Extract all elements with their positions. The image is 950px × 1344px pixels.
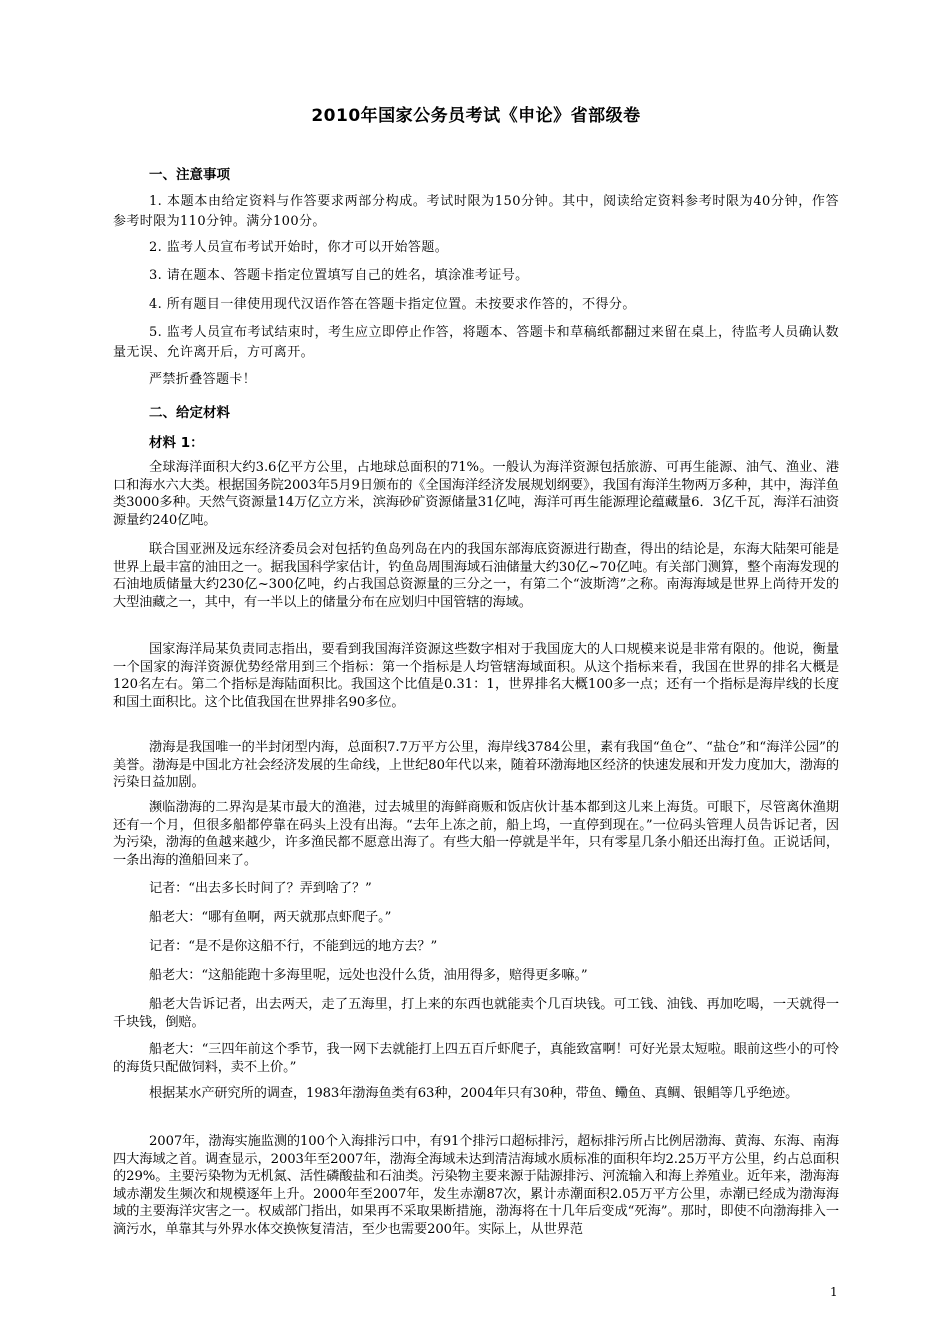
material-label: 材料 1：	[149, 435, 204, 451]
dialogue-captain-3: 船老大：“三四年前这个季节，我一网下去就能打上四五百斤虾爬子，真能致富啊！可好光景太短啦。眼前这些小的可怜的海货只配做饲料，卖不上价。”	[113, 1042, 839, 1075]
section-heading-materials: 二、给定材料	[149, 405, 230, 421]
paragraph-1: 全球海洋面积大约3.6亿平方公里，占地球总面积的71%。一般认为海洋资源包括旅游、可再生能源、油气、渔业、港口和海水六大类。根据国务院2003年5月9日颁布的《全国海洋经济发展规划纲要》，我国有海洋生物两万多种，其中，海洋鱼类3000多种。天然气资源量14万亿立方米，滨海砂矿资源储量31亿吨，海洋可再生能源理论蕴藏量6．3亿千瓦，海洋石油资源量约240亿吨。	[113, 460, 839, 528]
dialogue-reporter-1: 记者：“出去多长时间了？弄到啥了？”	[149, 881, 372, 896]
paragraph-6: 船老大告诉记者，出去两天，走了五海里，打上来的东西也就能卖个几百块钱。可工钱、油钱、再加吃喝，一天就得一千块钱，倒赔。	[113, 997, 839, 1030]
dialogue-captain-1: 船老大：“哪有鱼啊，两天就那点虾爬子。”	[149, 910, 392, 925]
paragraph-7: 根据某水产研究所的调查，1983年渤海鱼类有63种，2004年只有30种，带鱼、鳓鱼、真鲷、银鲳等几乎绝迹。	[149, 1086, 799, 1101]
section-heading-notes: 一、注意事项	[149, 167, 230, 183]
note-item-3: 3. 请在题本、答题卡指定位置填写自己的姓名，填涂准考证号。	[149, 268, 529, 283]
paragraph-4: 渤海是我国唯一的半封闭型内海，总面积7.7万平方公里，海岸线3784公里，素有我国“鱼仓”、“盐仓”和“海洋公园”的美誉。渤海是中国北方社会经济发展的生命线，上世纪80年代以来，随着环渤海地区经济的快速发展和开发力度加大，渤海的污染日益加剧。	[113, 740, 839, 790]
paragraph-3: 国家海洋局某负责同志指出，要看到我国海洋资源这些数字相对于我国庞大的人口规模来说是非常有限的。他说，衡量一个国家的海洋资源优势经常用到三个指标：第一个指标是人均管辖海域面积。从这个指标来看，我国在世界的排名大概是120名左右。第二个指标是海陆面积比。我国这个比值是0.31：1，世界排名大概100多一点；还有一个指标是海岸线的长度和国土面积比。这个比值我国在世界排名90多位。	[113, 642, 839, 710]
paragraph-5: 濒临渤海的二界沟是某市最大的渔港，过去城里的海鲜商贩和饭店伙计基本都到这儿来上海货。可眼下，尽管离休渔期还有一个月，但很多船都停靠在码头上没有出海。“去年上冻之前，船上坞，一直停到现在。”一位码头管理人员告诉记者，因为污染，渤海的鱼越来越少，许多渔民都不愿意出海了。有些大船一停就是半年，只有零星几条小船还出海打鱼。正说话间，一条出海的渔船回来了。	[113, 800, 839, 868]
dialogue-reporter-2: 记者：“是不是你这船不行，不能到远的地方去？”	[149, 939, 438, 954]
note-item-1: 1. 本题本由给定资料与作答要求两部分构成。考试时限为150分钟。其中，阅读给定资料参考时限为40分钟，作答参考时限为110分钟。满分100分。	[113, 194, 839, 229]
note-warning: 严禁折叠答题卡！	[149, 372, 257, 387]
document-title: 2010年国家公务员考试《申论》省部级卷	[311, 106, 641, 126]
note-item-5: 5. 监考人员宣布考试结束时，考生应立即停止作答，将题本、答题卡和草稿纸都翻过来留在桌上，待监考人员确认数量无误、允许离开后，方可离开。	[113, 325, 839, 360]
paragraph-8: 2007年，渤海实施监测的100个入海排污口中，有91个排污口超标排污，超标排污所占比例居渤海、黄海、东海、南海四大海域之首。调查显示，2003年至2007年，渤海全海域未达到清洁海域水质标准的面积年均2.25万平方公里，约占总面积的29%。主要污染物为无机氮、活性磷酸盐和石油类。污染物主要来源于陆源排污、河流输入和海上养殖业。近年来，渤海海域赤潮发生频次和规模逐年上升。2000年至2007年，发生赤潮87次，累计赤潮面积2.05万平方公里，赤潮已经成为渤海海域的主要海洋灾害之一。权威部门指出，如果再不采取果断措施，渤海将在十几年后变成“死海”。那时，即使不向渤海排入一滴污水，单靠其与外界水体交换恢复清洁，至少也需要200年。实际上，从世界范	[113, 1134, 839, 1237]
page-number: 1	[830, 1285, 838, 1299]
paragraph-2: 联合国亚洲及远东经济委员会对包括钓鱼岛列岛在内的我国东部海底资源进行勘查，得出的结论是，东海大陆架可能是世界上最丰富的油田之一。据我国科学家估计，钓鱼岛周围海域石油储量大约30亿~70亿吨。有关部门测算，整个南海发现的石油地质储量大约230亿~300亿吨，约占我国总资源量的三分之一，有第二个“波斯湾”之称。南海海域是世界上尚待开发的大型油藏之一，其中，有一半以上的储量分布在应划归中国管辖的海域。	[113, 542, 839, 610]
note-item-4: 4. 所有题目一律使用现代汉语作答在答题卡指定位置。未按要求作答的，不得分。	[149, 297, 636, 312]
note-item-2: 2. 监考人员宣布考试开始时，你才可以开始答题。	[149, 240, 449, 255]
dialogue-captain-2: 船老大：“这船能跑十多海里呢，远处也没什么货，油用得多，赔得更多嘛。”	[149, 968, 588, 983]
